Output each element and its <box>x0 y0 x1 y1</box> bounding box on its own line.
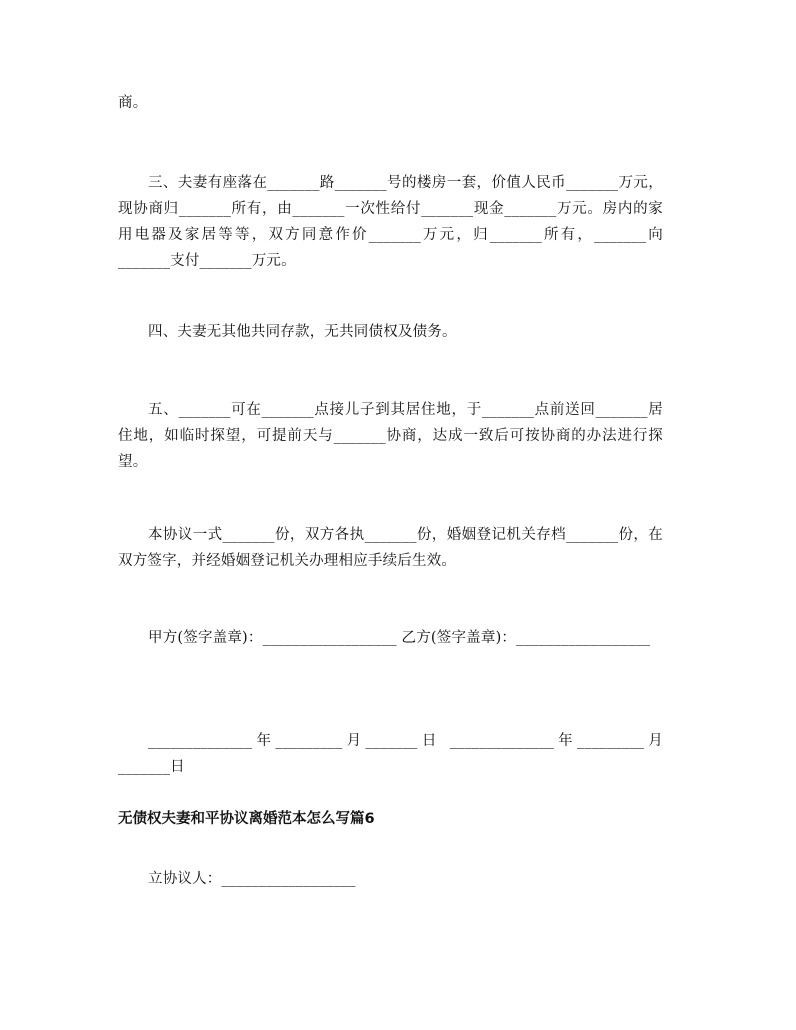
paragraph-clause-three-house: 三、夫妻有座落在_______路_______号的楼房一套，价值人民币_______万元，现协商归_______所有，由_______一次性给付_______现金_______万元。房内的家用电器及家居等等，双方同意作价_______万元，归_______所有，_______向_______支付_______万元。 <box>118 175 663 269</box>
paragraph-agreement-parties: 立协议人：__________________ <box>148 871 356 887</box>
paragraph-continuation: 商。 <box>118 95 148 111</box>
paragraph-date-lines: ______________年_________月_______日 ______________年_________月_______日 <box>118 733 663 775</box>
paragraph-clause-five-visitation: 五、_______可在_______点接儿子到其居住地，于_______点前送回_______居住地，如临时探望，可提前天与_______协商，达成一致后可按协商的办法进行探望。 <box>118 402 663 470</box>
paragraph-copies-effect: 本协议一式_______份，双方各执_______份，婚姻登记机关存档_______份，在双方签字，并经婚姻登记机关办理相应手续后生效。 <box>118 527 663 569</box>
paragraph-clause-four-savings: 四、夫妻无其他共同存款，无共同债权及债务。 <box>148 324 457 340</box>
paragraph-signature-lines: 甲方(签字盖章)：__________________ 乙方(签字盖章)：__________________ <box>148 630 651 646</box>
section-heading: 无债权夫妻和平协议离婚范本怎么写篇6 <box>118 811 375 827</box>
